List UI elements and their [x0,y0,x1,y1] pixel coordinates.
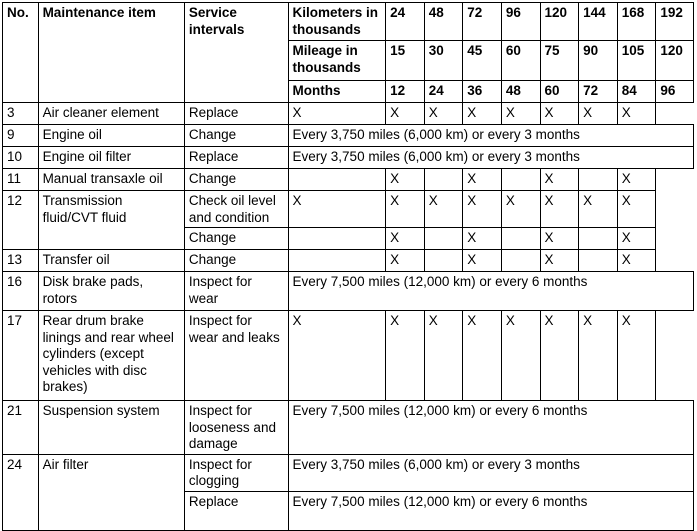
service-interval: Inspect for wear and leaks [184,311,288,401]
header-km-value: 72 [463,3,502,41]
schedule-mark: X [501,191,540,228]
schedule-mark: X [288,191,386,228]
interval-note: Every 3,750 miles (6,000 km) or every 3 months [288,454,693,491]
item-number: 9 [3,125,39,147]
service-interval: Check oil level and condition [184,191,288,228]
schedule-mark: X [540,311,579,401]
header-months-value: 48 [501,81,540,103]
maintenance-schedule-table [2,2,694,531]
schedule-mark: X [540,191,579,228]
schedule-mark: X [501,311,540,401]
item-number: 13 [3,250,39,272]
header-km-value: 96 [501,3,540,41]
header-km-value: 48 [424,3,463,41]
schedule-mark [501,169,540,191]
table-row [3,125,694,147]
schedule-mark [501,228,540,250]
table-row [3,454,694,491]
schedule-mark [501,250,540,272]
header-miles-value: 45 [463,41,502,81]
header-km-label: Kilometers in thousands [288,3,386,41]
table-row [3,311,694,401]
maintenance-item: Air cleaner element [38,103,184,125]
schedule-mark: X [463,191,502,228]
header-km-value: 192 [656,3,694,41]
interval-note: Every 3,750 miles (6,000 km) or every 3 months [288,125,693,147]
header-months-label: Months [288,81,386,103]
schedule-mark [579,250,618,272]
table-row [3,191,694,228]
maintenance-item: Engine oil filter [38,147,184,169]
header-miles-value: 30 [424,41,463,81]
schedule-mark: X [288,103,386,125]
item-number: 10 [3,147,39,169]
table-row [3,250,694,272]
schedule-mark: X [463,103,502,125]
schedule-mark [424,250,463,272]
maintenance-item: Transfer oil [38,250,184,272]
schedule-mark: X [424,311,463,401]
maintenance-item: Transmission fluid/CVT fluid [38,191,184,250]
header-miles-value: 15 [386,41,425,81]
service-interval: Inspect for clogging [184,454,288,491]
table-row [3,169,694,191]
header-maintenance-item: Maintenance item [38,3,184,103]
item-number: 24 [3,454,39,530]
item-number: 3 [3,103,39,125]
schedule-mark: X [617,311,656,401]
service-interval: Change [184,250,288,272]
schedule-mark: X [463,311,502,401]
schedule-mark: X [617,250,656,272]
service-interval: Change [184,169,288,191]
schedule-mark: X [540,228,579,250]
service-interval: Inspect for looseness and damage [184,401,288,455]
schedule-mark: X [463,169,502,191]
schedule-mark [579,169,618,191]
header-months-value: 96 [656,81,694,103]
service-interval: Change [184,228,288,250]
maintenance-item: Air filter [38,454,184,530]
header-miles-label: Mileage in thousands [288,41,386,81]
schedule-mark [288,250,386,272]
header-km-value: 24 [386,3,425,41]
item-number: 12 [3,191,39,250]
item-number: 17 [3,311,39,401]
item-number: 16 [3,272,39,311]
header-miles-value: 120 [656,41,694,81]
header-miles-value: 90 [579,41,618,81]
header-km-value: 144 [579,3,618,41]
header-service-intervals: Service intervals [184,3,288,103]
schedule-mark [579,228,618,250]
maintenance-item: Rear drum brake linings and rear wheel cylinders (except vehicles with disc brakes) [38,311,184,401]
header-months-value: 72 [579,81,618,103]
service-interval: Replace [184,103,288,125]
table-row [3,147,694,169]
maintenance-item: Suspension system [38,401,184,455]
header-months-value: 36 [463,81,502,103]
item-number: 21 [3,401,39,455]
table-row [3,401,694,455]
header-months-value: 84 [617,81,656,103]
item-number: 11 [3,169,39,191]
header-km-value: 168 [617,3,656,41]
schedule-mark: X [424,191,463,228]
table-row [3,103,694,125]
schedule-mark: X [540,250,579,272]
schedule-mark: X [501,103,540,125]
header-months-value: 24 [424,81,463,103]
schedule-mark: X [617,228,656,250]
schedule-mark: X [386,250,425,272]
interval-note: Every 7,500 miles (12,000 km) or every 6 months [288,401,693,455]
header-months-value: 60 [540,81,579,103]
schedule-mark: X [579,191,618,228]
schedule-mark: X [617,103,656,125]
schedule-mark: X [463,228,502,250]
schedule-mark: X [424,103,463,125]
maintenance-item: Manual transaxle oil [38,169,184,191]
maintenance-item: Disk brake pads, rotors [38,272,184,311]
service-interval: Inspect for wear [184,272,288,311]
schedule-mark: X [288,311,386,401]
header-miles-value: 60 [501,41,540,81]
schedule-mark: X [579,103,618,125]
header-row-km [3,3,694,41]
schedule-mark: X [540,103,579,125]
schedule-mark: X [617,169,656,191]
schedule-mark: X [386,191,425,228]
maintenance-item: Engine oil [38,125,184,147]
table-row [3,272,694,311]
schedule-mark [288,228,386,250]
header-months-value: 12 [386,81,425,103]
schedule-mark: X [386,169,425,191]
schedule-mark: X [540,169,579,191]
schedule-mark: X [579,311,618,401]
schedule-mark: X [463,250,502,272]
schedule-mark: X [386,311,425,401]
interval-note: Every 3,750 miles (6,000 km) or every 3 months [288,147,693,169]
interval-note: Every 7,500 miles (12,000 km) or every 6 months [288,491,693,530]
header-miles-value: 105 [617,41,656,81]
interval-note: Every 7,500 miles (12,000 km) or every 6 months [288,272,693,311]
service-interval: Replace [184,147,288,169]
schedule-mark [288,169,386,191]
service-interval: Replace [184,491,288,530]
schedule-mark [424,169,463,191]
schedule-mark [424,228,463,250]
service-interval: Change [184,125,288,147]
header-km-value: 120 [540,3,579,41]
schedule-mark: X [617,191,656,228]
schedule-mark: X [386,103,425,125]
header-no: No. [3,3,39,103]
header-miles-value: 75 [540,41,579,81]
schedule-mark: X [386,228,425,250]
